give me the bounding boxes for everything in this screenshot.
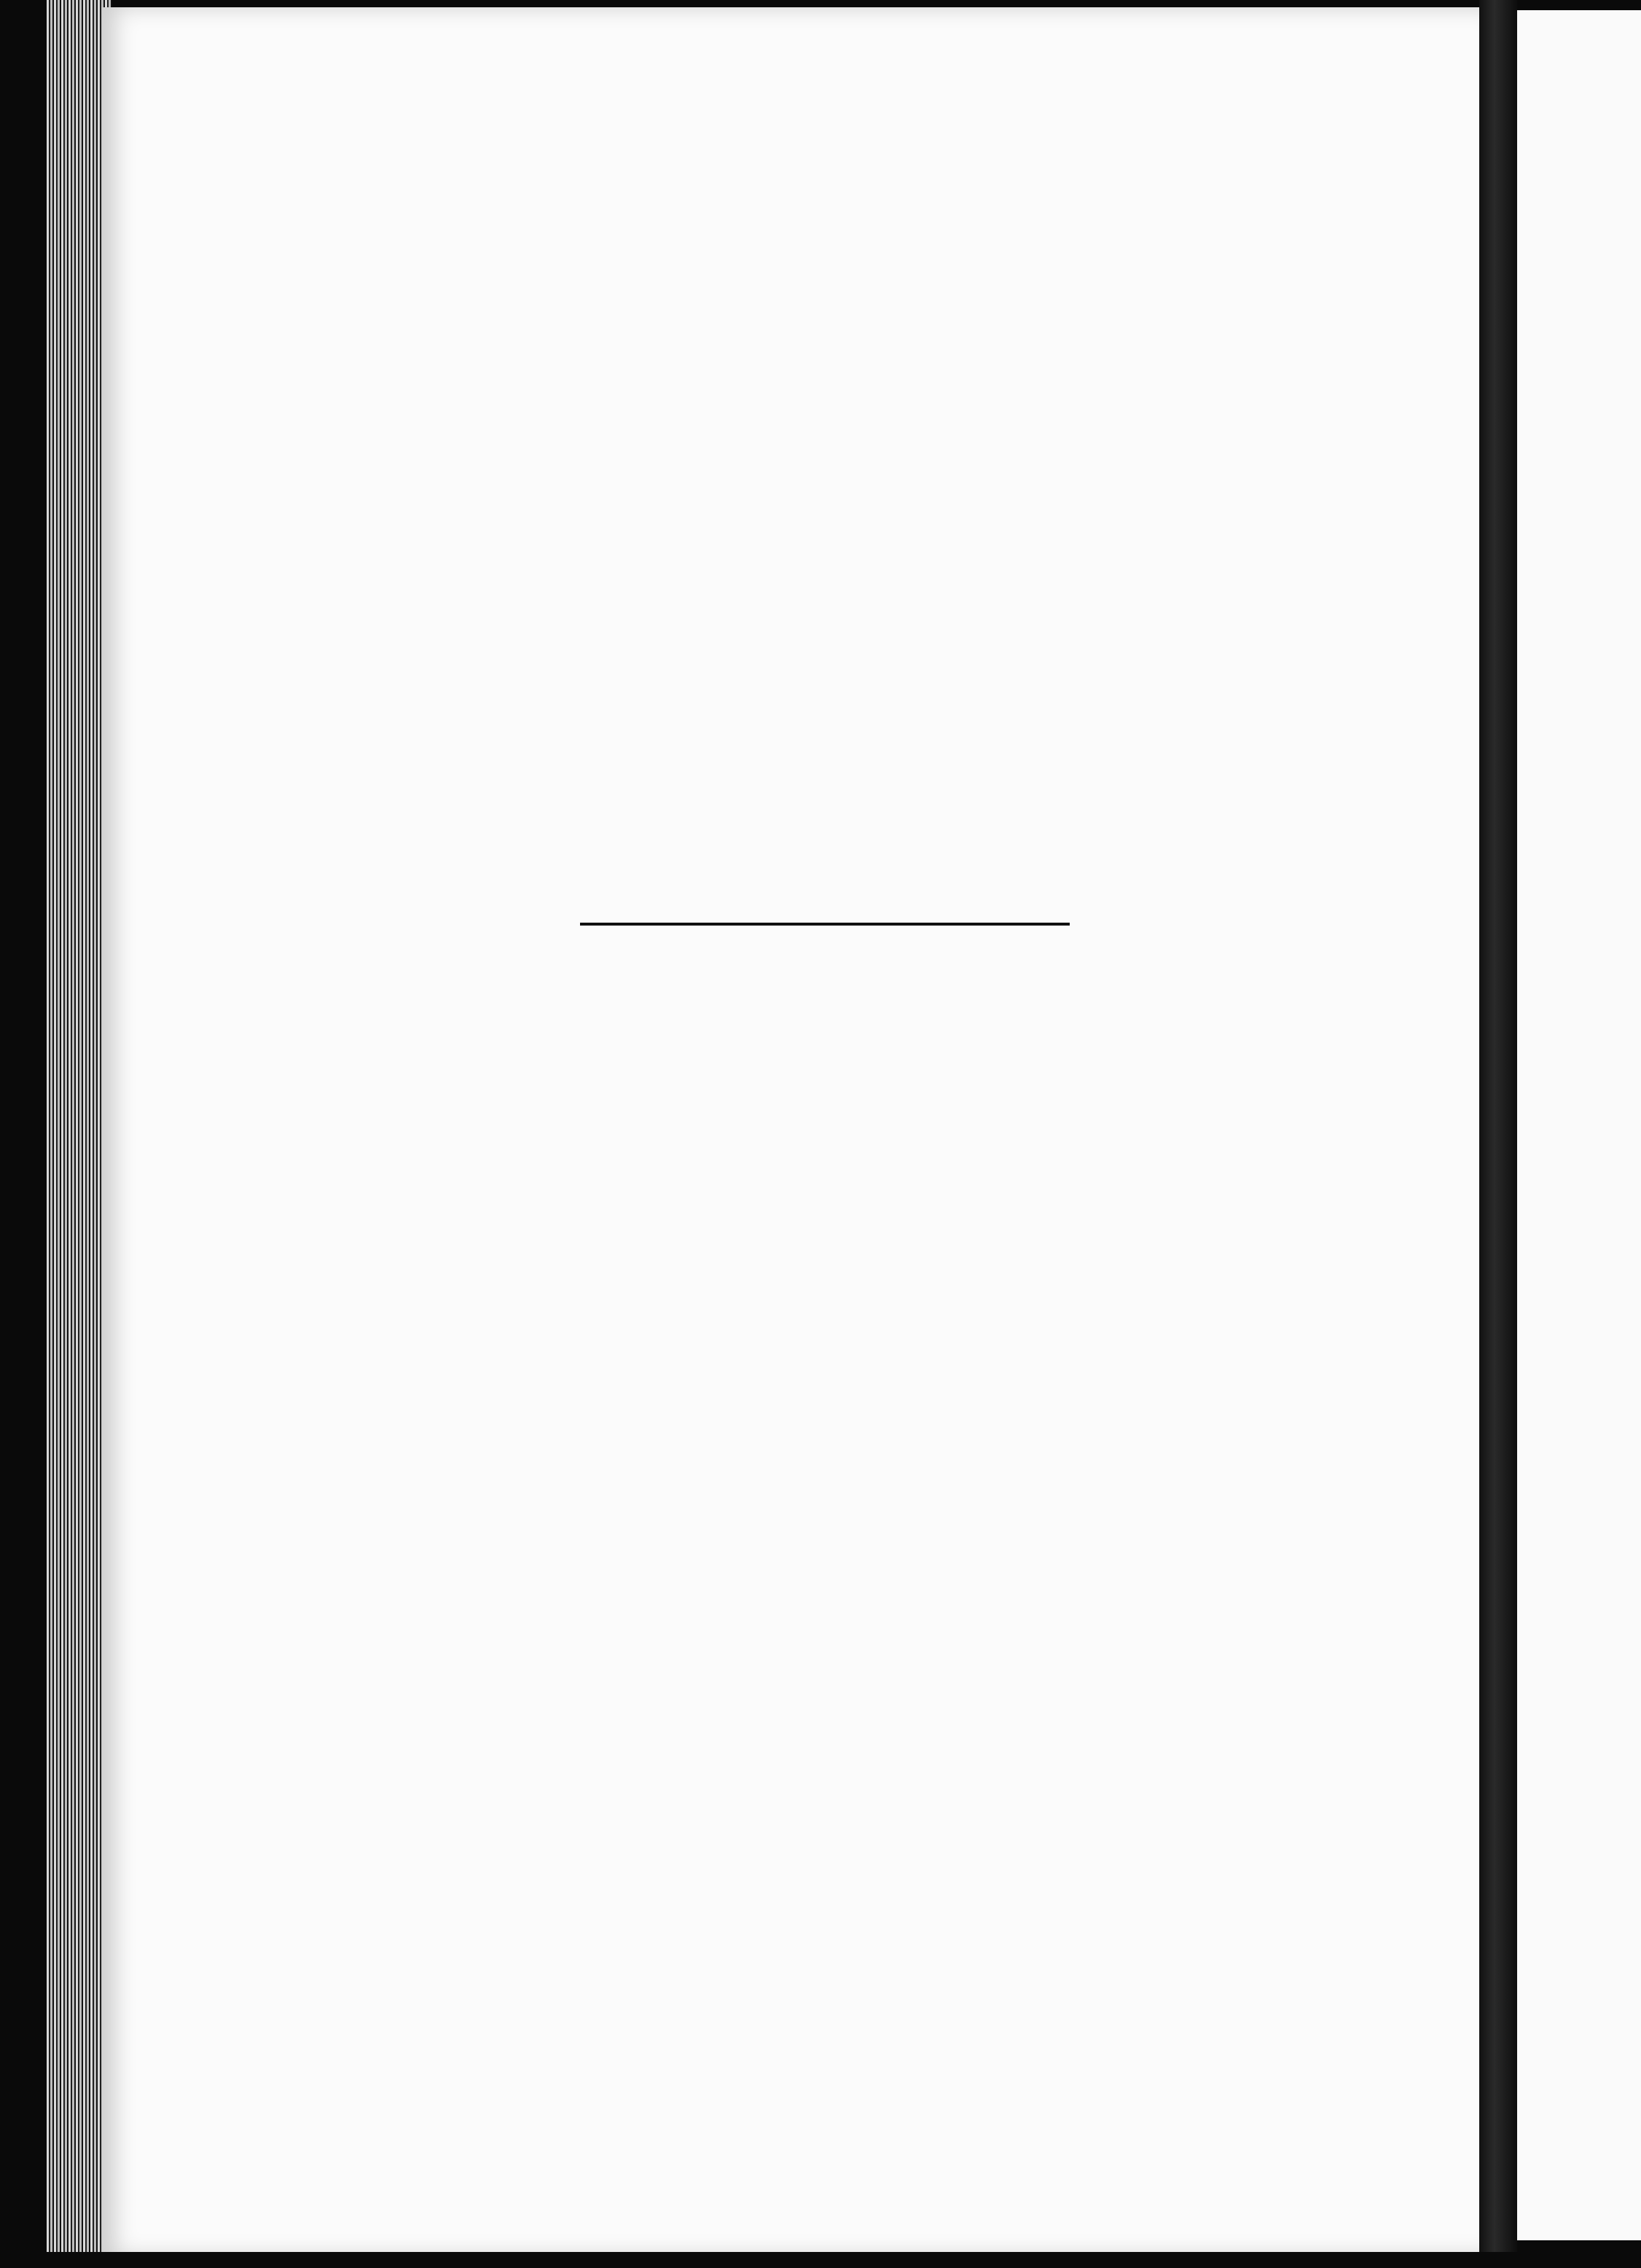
book-page: [102, 7, 1487, 2256]
facing-page-edge: [1517, 10, 1641, 2240]
poem-body: [341, 1245, 468, 1298]
author-name: [0, 1009, 1641, 1060]
scan-border: [0, 2252, 1641, 2268]
book-gutter: [1479, 0, 1517, 2268]
section-divider: [580, 923, 1070, 926]
poem-line: [341, 1245, 468, 1298]
